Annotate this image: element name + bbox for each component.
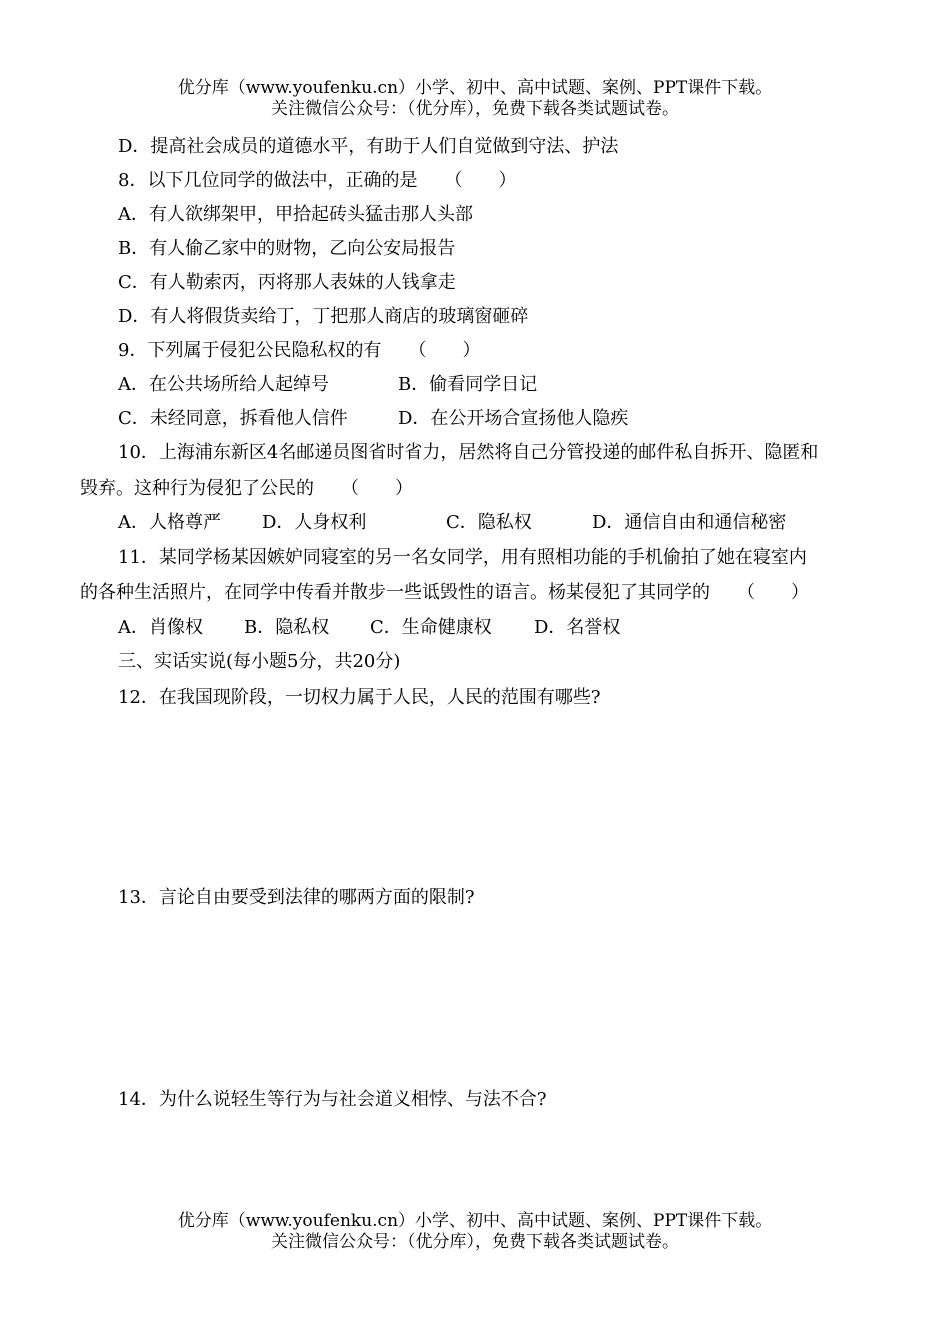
q8-option-a: A．有人欲绑架甲，甲拾起砖头猛击那人头部 (118, 204, 473, 225)
q11-option-c: C．生命健康权 (370, 617, 492, 638)
header-line-1: 优分库（www.youfenku.cn）小学、初中、高中试题、案例、PPT课件下载。 (177, 78, 773, 98)
q10-option-c: C．隐私权 (446, 512, 532, 533)
header-line-2: 关注微信公众号：（优分库），免费下载各类试题试卷。 (271, 99, 679, 119)
q11-stem-line-2: 的各种生活照片，在同学中传看并散步一些诋毁性的语言。杨某侵犯了其同学的 （ ） (80, 582, 809, 603)
q11-stem-line-1: 11．某同学杨某因嫉妒同寝室的另一名女同学，用有照相功能的手机偷拍了她在寝室内 (118, 547, 807, 568)
q12-stem: 12．在我国现阶段，一切权力属于人民，人民的范围有哪些? (118, 687, 601, 708)
q11-option-b: B．隐私权 (244, 617, 330, 638)
q10-option-a: A．人格尊严 (118, 512, 221, 533)
q10-stem-line-2: 毁弃。这种行为侵犯了公民的 （ ） (80, 478, 413, 499)
footer-line-1: 优分库（www.youfenku.cn）小学、初中、高中试题、案例、PPT课件下载。 (177, 1211, 773, 1231)
q11-option-a: A．肖像权 (118, 617, 203, 638)
q11-option-d: D．名誉权 (534, 617, 621, 638)
footer-line-2: 关注微信公众号：（优分库），免费下载各类试题试卷。 (271, 1232, 679, 1252)
q9-option-a: A．在公共场所给人起绰号 (118, 374, 329, 395)
q13-stem: 13．言论自由要受到法律的哪两方面的限制? (118, 887, 475, 908)
q8-option-c: C．有人勒索丙，丙将那人表妹的人钱拿走 (118, 272, 456, 293)
q8-option-d: D．有人将假货卖给丁，丁把那人商店的玻璃窗砸碎 (118, 306, 529, 327)
q10-option-b: D．人身权利 (262, 512, 367, 533)
section-3-title: 三、实话实说(每小题5分，共20分) (118, 651, 401, 672)
q9-option-d: D．在公开场合宣扬他人隐疾 (398, 408, 629, 429)
q8-stem: 8．以下几位同学的做法中，正确的是 （ ） (118, 170, 517, 191)
q10-option-d: D．通信自由和通信秘密 (592, 512, 787, 533)
q10-stem-line-1: 10．上海浦东新区4名邮递员图省时省力，居然将自己分管投递的邮件私自拆开、隐匿和 (118, 442, 819, 463)
q9-option-b: B．偷看同学日记 (398, 374, 538, 395)
q9-stem: 9．下列属于侵犯公民隐私权的有 （ ） (118, 340, 481, 361)
q7-option-d: D．提高社会成员的道德水平，有助于人们自觉做到守法、护法 (118, 136, 619, 157)
q9-option-c: C．未经同意，拆看他人信件 (118, 408, 348, 429)
q14-stem: 14．为什么说轻生等行为与社会道义相悖、与法不合? (118, 1089, 547, 1110)
q8-option-b: B．有人偷乙家中的财物，乙向公安局报告 (118, 238, 456, 259)
